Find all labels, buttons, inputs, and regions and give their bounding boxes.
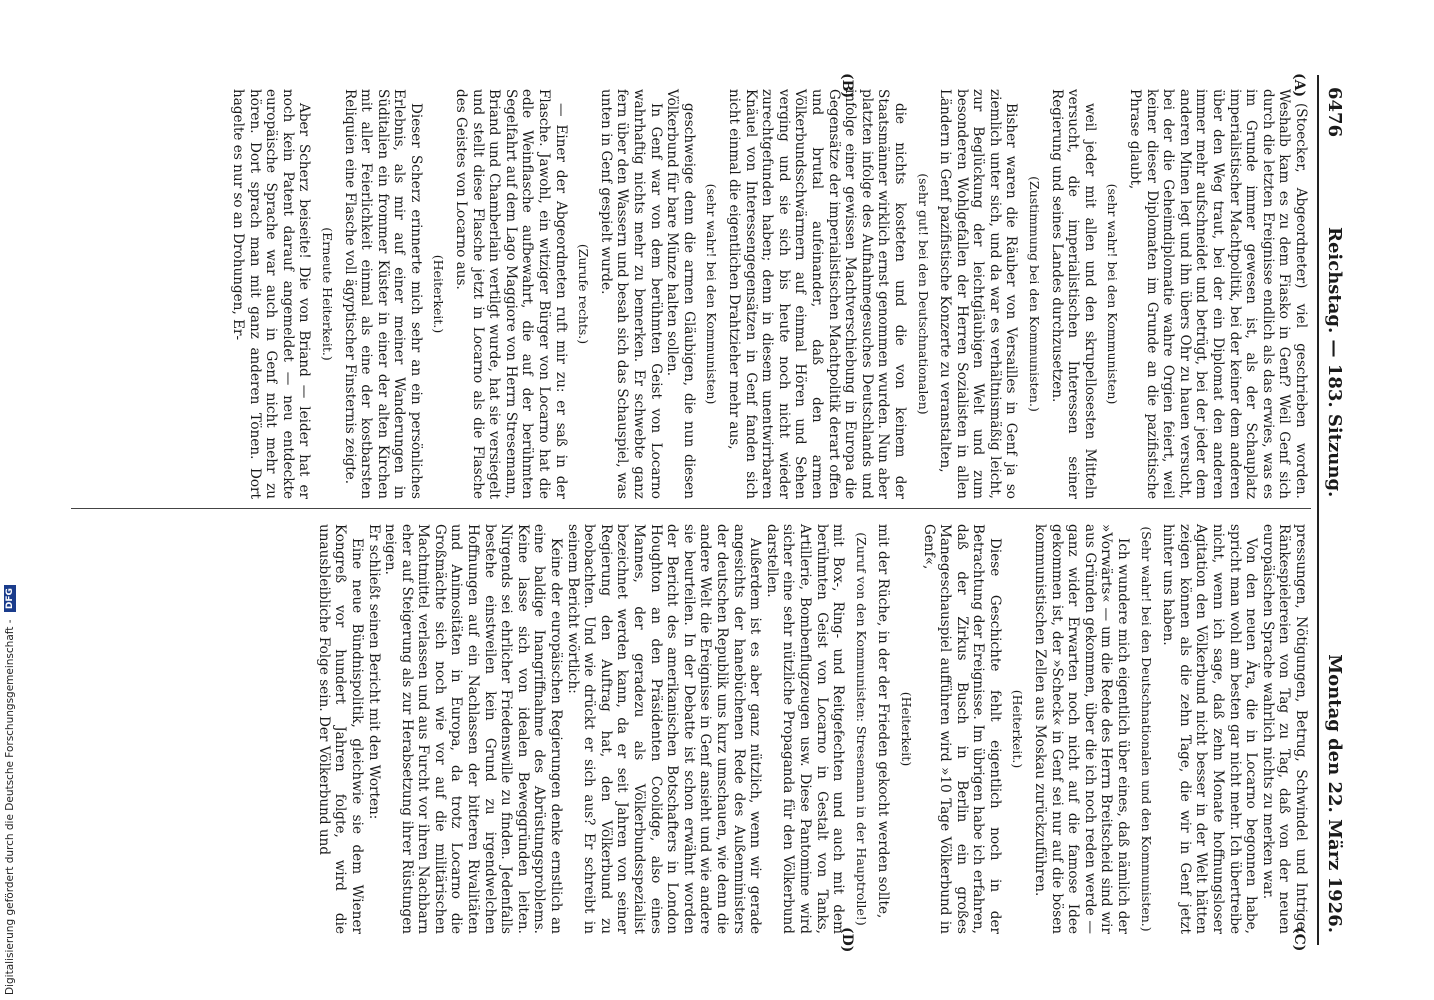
interjection: (Zuruf von den Kommunisten: Stresemann in der Hauptrolle!) — [853, 532, 869, 926]
marker-d: (D) — [839, 927, 855, 953]
dfg-logo: DFG — [4, 585, 16, 612]
header-rule — [1317, 75, 1319, 945]
session-title: Reichstag. — 183. Sitzung. — [1324, 227, 1345, 498]
left-column — [229, 89, 1309, 499]
interjection: (Zurufe rechts.) — [576, 243, 592, 345]
session-date: Montag den 22. März 1926. — [1324, 654, 1345, 933]
paragraph: In Genf war von dem berühmten Geist von Locarno wahrhaftig nichts mehr zu bemerken. Er schwebte ganz fern über den Wassern und besah sich das Schauspiel, was unten in Genf gespielt wurde. — [597, 89, 664, 499]
footer-text: Digitalisierung gefördert durch die Deutsche Forschungsgemeinschaft - — [4, 619, 16, 995]
paragraph: Diese Geschichte fehlt eigentlich noch in der Betrachtung der Ereignisse. Im übrigen habe ich erfahren, daß der Zirkus Busch in Berlin ein großes Manegeschauspiel aufführen wird »10 Tage Völkerbund in Genf«, — [920, 524, 1003, 934]
paragraph: weil jeder mit allen und den skrupellosesten Mitteln versucht, die imperialistischen Interessen seiner Regierung und seines Landes durchzusetzen. — [1048, 89, 1098, 499]
page-header — [1321, 87, 1347, 933]
interjection: (sehr gut! bei den Deutschnationalen) — [915, 173, 931, 415]
interjection: (Sehr wahr! bei den Deutschnationalen und den Kommunisten.) — [1138, 526, 1154, 932]
paragraph: (Stoecker, Abgeordneter) viel geschrieben worden. Weshalb kam es zu dem Fiasko in Genf? Weil Genf sich durch die letzten Ereignisse endlich als das erwies, was es im Grunde immer gewesen ist, als der Schauplatz imperialistischer Machtpolitik, bei der keiner dem anderen über den Weg traut, bei der ein Diplomat den anderen immer mehr aufschneidet und betrügt, bei der jeder dem anderen Minen legt und ihn übers Ohr zu hauen versucht, bei der die Geheimdiplomatie wahre Orgien feiert, weil keiner dieser Diplomaten im Grunde an die pazifistische Phrase glaubt, — [1127, 89, 1309, 499]
paragraph: pressungen, Nötigungen, Betrug, Schwindel und Intrige, Ränkespielereien von Tag zu Tag, daß von der neuen europäischen Sprache wahrlich nichts zu merken war. — [1259, 524, 1309, 934]
paragraph: Er schließt seinen Bericht mit den Worten: — [365, 524, 382, 820]
paragraph: Dieser Scherz erinnerte mich sehr an ein persönliches Erlebnis, als mir auf einer meiner Wanderungen in Süditalien ein frommer Küster in einer der alten Kirchen mit aller Feierlichkeit einmal als eine der kostbarsten Reliquien eine Flasche voll ägyptischer Finsternis zeigte. — [341, 89, 424, 499]
column-divider — [71, 508, 1311, 509]
paragraph: Eine neue Bündnispolitik, gleichwie sie dem Wiener Kongreß vor hundert Jahren folgte, wird die unausbleibliche Folge sein. Der Völkerbund und — [315, 524, 365, 934]
paragraph: Bisher waren die Räuber von Versailles in Genf ja so ziemlich unter sich, und da war es verhältnismäßig leicht, zur Beglückung der leichtgläubigen Welt und zum besonderen Wohlgefallen der Herren Sozialisten in allen Ländern in Genf pazifistische Konzerte zu veranstalten, — [937, 89, 1020, 499]
paragraph: die nichts kosteten und die von keinem der Staatsmänner wirklich ernst genommen wurden. Nun aber platzten infolge des Aufnahmegesuches Deutschlands und infolge einer gewissen Machtverschiebung in Europa die Gegensätze der imperialistischen Machtpolitik derart offen und brutal aufeinander, daß den armen Völkerbundsschwärmern auf einmal Hören und Sehen verging und sie sich bis heute noch nicht wieder zurechtgefunden haben; denn in diesem unentwirrbaren Knäuel von Interessengegensätzen in Genf fanden sich nicht einmal die eigentlichen Drahtzieher mehr aus, — [726, 89, 908, 499]
paragraph: geschweige denn die armen Gläubigen, die nun diesen Völkerbund für bare Münze halten sollen. — [664, 89, 697, 499]
interjection: (Heiterkeit.) — [1010, 689, 1026, 769]
interjection: (sehr wahr! bei den Kommunisten) — [704, 183, 720, 405]
marker-a: (A) — [1291, 73, 1307, 98]
interjection: (Erneute Heiterkeit.) — [319, 227, 335, 361]
interjection: (sehr wahr! bei den Kommunisten) — [1105, 183, 1121, 405]
interjection: (Heiterkeit) — [898, 691, 914, 767]
paragraph: Aber Scherz beiseite! Die von Briand — leider hat er noch kein Patent darauf angemeldet — neu entdeckte europäische Sprache war auch in Genf nicht mehr zu hören. Dort sprach man mit ganz anderen Tönen. Dort hagelte es nur so an Drohungen, Er- — [229, 89, 313, 499]
paragraph: mit der Rüche, in der der Frieden gekocht werden sollte, — [875, 524, 892, 919]
interjection: (Zustimmung bei den Kommunisten.) — [1027, 176, 1043, 412]
paragraph: Außerdem ist es aber ganz nützlich, wenn wir gerade angesichts der hanebüchenen Rede des Außenministers der deutschen Republik uns kurz umschauen, wie denn die andere Welt die Ereignisse in Genf ansieht und wie andere sie beurteilen. In der Debatte ist schon erwähnt worden der Bericht des amerikanischen Botschafters in London Houghton an den Präsidenten Coolidge, also eines Mannes, der geradezu als Völkerbundsspezialist bezeichnet werden kann, da er seit Jahren von seiner Regierung den Auftrag hat, den Völkerbund zu beobachten. Und wie drückt er sich aus? Er schreibt in seinem Bericht wörtlich: — [564, 524, 764, 934]
paragraph: — Einer der Abgeordneten ruft mir zu: er saß in der Flasche. Jawohl, ein witziger Bürger von Locarno hat die edle Weinflasche aufbewahrt, die auf der berühmten Segelfahrt auf dem Lago Maggiore von Herrn Stresemann, Briand und Chamberlain vertilgt wurde, hat sie versiegelt und stellt diese Flasche jetzt in Locarno als die Flasche des Geistes von Locarno aus. — [453, 89, 569, 499]
interjection: (Heiterkeit.) — [431, 254, 447, 334]
paragraph: mit Box-, Ring- und Reitgefechten und auch mit dem berühmten Geist von Locarno in Gestalt von Tanks, Artillerie, Bombenflugzeugen usw. Diese Pantomime wird sicher eine sehr nützliche Propaganda für den Völkerbund darstellen. — [763, 524, 847, 934]
paragraph: Ich wundere mich eigentlich über eines, daß nämlich der »Vorwärts« — um die Rede des Herrn Breitscheid sind wir aus Gründen gekommen, über die ich noch reden werde — ganz wider Erwarten noch nicht auf die famose Idee gekommen ist, der »Scheck« in Genf sei nur auf die bösen kommunistischen Zellen aus Moskau zurückzuführen. — [1032, 524, 1132, 934]
marker-b: (B) — [839, 73, 855, 99]
page-number: 6476 — [1324, 87, 1345, 138]
right-column — [315, 524, 1309, 934]
paragraph: Von den neuen Ära, die in Locarno begonnen habe, spricht man wohl am besten gar nicht mehr. Ich übertreibe nicht, wenn ich sage, daß zehn Monate hoffnungsloser Agitation den Völkerbund nicht besser in der Welt hätten zeigen können als die zehn Tage, die wir in Genf jetzt hinter uns haben. — [1160, 524, 1260, 934]
document-page — [45, 73, 1355, 953]
marker-c: (C) — [1291, 927, 1307, 952]
paragraph: Keine der europäischen Regierungen denke ernstlich an eine baldige Inangriffnahme des Abrüstungsproblems. Keine lasse sich von idealen Beweggründen leiten. Nirgends sei ehrlicher Friedenswille zu finden. Jedenfalls bestehe einstweilen kein Grund zu irgendwelchen Hoffnungen auf ein Nachlassen der bitteren Rivalitäten und Animositäten in Europa, da trotz Locarno die Großmächte sich noch wie vor auf die militärischen Machtmittel verlassen und aus Furcht vor ihren Nachbarn eher auf Steigerung als zur Herabsetzung ihrer Rüstungen neigen. — [382, 524, 565, 934]
